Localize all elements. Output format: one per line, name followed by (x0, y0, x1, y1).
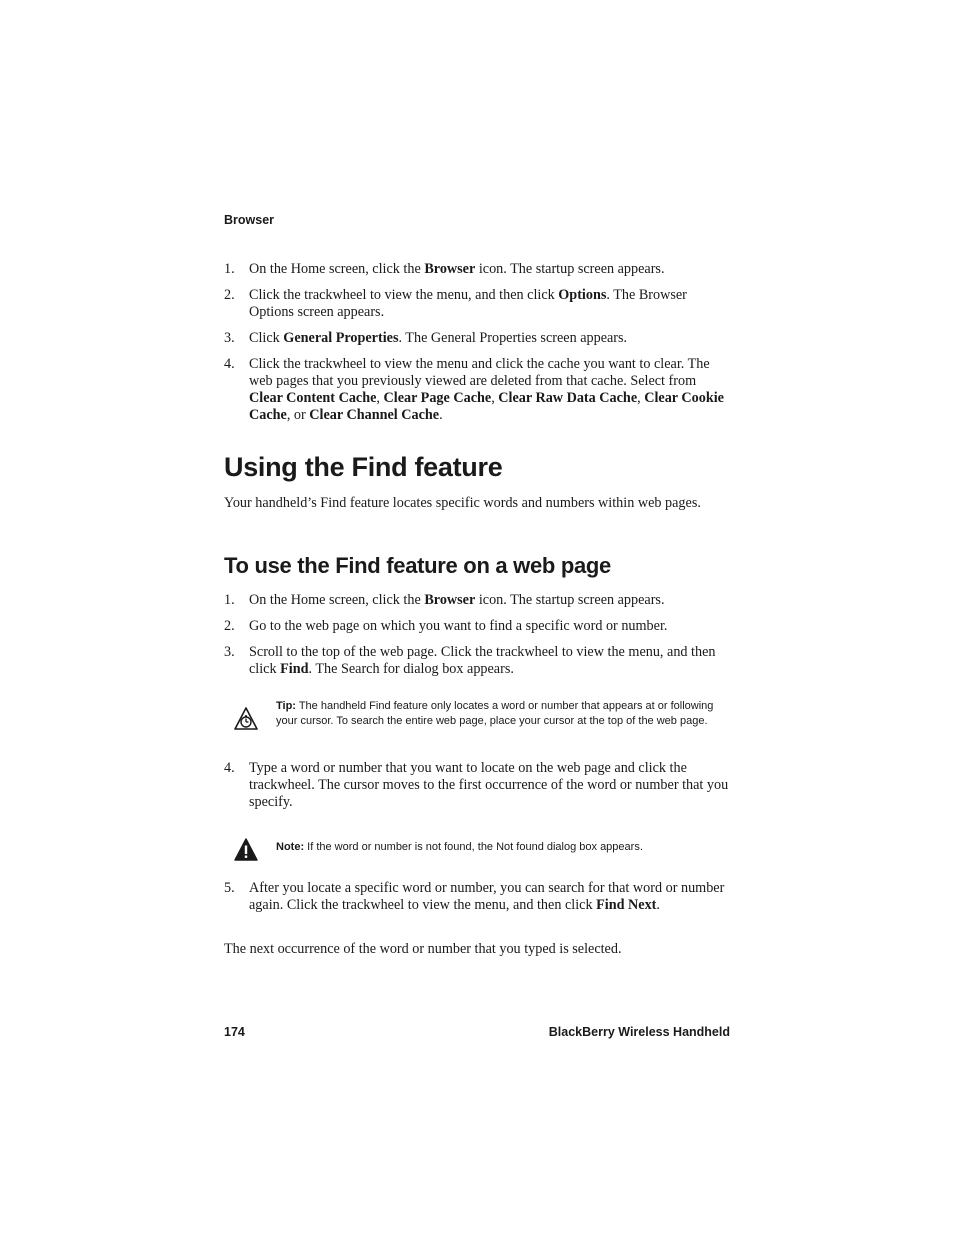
note-label: Note: (276, 841, 305, 853)
step-emphasis: Clear Content Cache (249, 390, 377, 406)
intro-paragraph: Your handheld’s Find feature locates specific words and numbers within web pages. (224, 495, 701, 511)
step-text: After you locate a specific word or number, you can search for that word or number again. Click the trackwheel to view the menu, and then click (249, 880, 725, 913)
step-text: On the Home screen, click the (249, 592, 425, 608)
find-steps-list (224, 592, 730, 678)
step-text: icon. The startup screen appears. (475, 261, 665, 277)
step-emphasis: Browser (424, 261, 476, 277)
list-item (224, 356, 730, 424)
list-item (224, 618, 730, 635)
step-emphasis: General Properties (283, 330, 399, 346)
step-text: , or (286, 407, 310, 423)
step-emphasis: Browser (424, 592, 476, 608)
step-text: , (376, 390, 384, 406)
step-text: Click the trackwheel to view the menu, and then click (249, 287, 559, 303)
step-number: 2. (224, 287, 235, 303)
step-emphasis: Find Next (596, 897, 657, 913)
note-body: If the word or number is not found, the Not found dialog box appears. (304, 841, 643, 853)
step-text: Scroll to the top of the web page. Click the trackwheel to view the menu, and then click (249, 644, 716, 677)
step-text: . The Browser Options screen appears. (249, 287, 687, 320)
running-header: Browser (224, 213, 275, 227)
find-steps-block (224, 592, 730, 687)
step-text: . (439, 407, 443, 423)
section-heading: Using the Find feature (224, 452, 503, 482)
tip-stopwatch-icon (234, 707, 258, 731)
step-emphasis: Find (280, 661, 309, 677)
tip-callout (224, 699, 730, 749)
type-step-list (224, 760, 730, 811)
step-text: Go to the web page on which you want to find a specific word or number. (249, 618, 668, 634)
note-text (276, 840, 730, 855)
note-callout (224, 838, 730, 866)
step-text: On the Home screen, click the (249, 261, 425, 277)
step-text: icon. The startup screen appears. (475, 592, 665, 608)
step-number: 2. (224, 618, 235, 634)
step-number: 4. (224, 356, 235, 372)
tip-text (276, 699, 730, 729)
page-number: 174 (224, 1025, 245, 1039)
list-item (224, 261, 730, 278)
step-text: Click the trackwheel to view the menu and click the cache you want to clear. The web pages that you previously viewed are deleted from that cache. Select from (249, 356, 710, 389)
step-number: 3. (224, 330, 235, 346)
subsection-heading: To use the Find feature on a web page (224, 553, 611, 578)
step-emphasis: Clear Raw Data Cache (498, 390, 638, 406)
step-number: 5. (224, 880, 235, 896)
list-item (224, 592, 730, 609)
list-item (224, 760, 730, 811)
find-next-step-list (224, 880, 730, 914)
tip-label: Tip: (276, 700, 296, 712)
cache-steps-list (224, 261, 730, 424)
warning-triangle-icon (234, 838, 258, 862)
step-text: , (491, 390, 499, 406)
step-text: . (656, 897, 660, 913)
step-emphasis: Options (558, 287, 607, 303)
step-number: 1. (224, 592, 235, 608)
list-item (224, 287, 730, 321)
list-item (224, 880, 730, 914)
tip-body: The handheld Find feature only locates a word or number that appears at or following your cursor. To search the entire web page, place your cursor at the top of the web page. (276, 700, 714, 727)
step-emphasis: Clear Page Cache (383, 390, 492, 406)
step-emphasis: Clear Cookie Cache (249, 390, 724, 423)
book-title: BlackBerry Wireless Handheld (548, 1025, 730, 1039)
step-number: 1. (224, 261, 235, 277)
list-item (224, 644, 730, 678)
type-step-block (224, 760, 730, 820)
step-text: . The Search for dialog box appears. (308, 661, 514, 677)
step-text: , (637, 390, 645, 406)
list-item (224, 330, 730, 347)
cache-steps-block (224, 261, 730, 433)
step-text: Click (249, 330, 284, 346)
find-next-step-block (224, 880, 730, 923)
step-emphasis: Clear Channel Cache (309, 407, 440, 423)
step-text: Type a word or number that you want to locate on the web page and click the trackwheel. The cursor moves to the first occurrence of the word or number that you specify. (249, 760, 729, 810)
step-number: 3. (224, 644, 235, 660)
step-text: . The General Properties screen appears. (398, 330, 628, 346)
closing-paragraph: The next occurrence of the word or number that you typed is selected. (224, 941, 622, 957)
step-number: 4. (224, 760, 235, 776)
